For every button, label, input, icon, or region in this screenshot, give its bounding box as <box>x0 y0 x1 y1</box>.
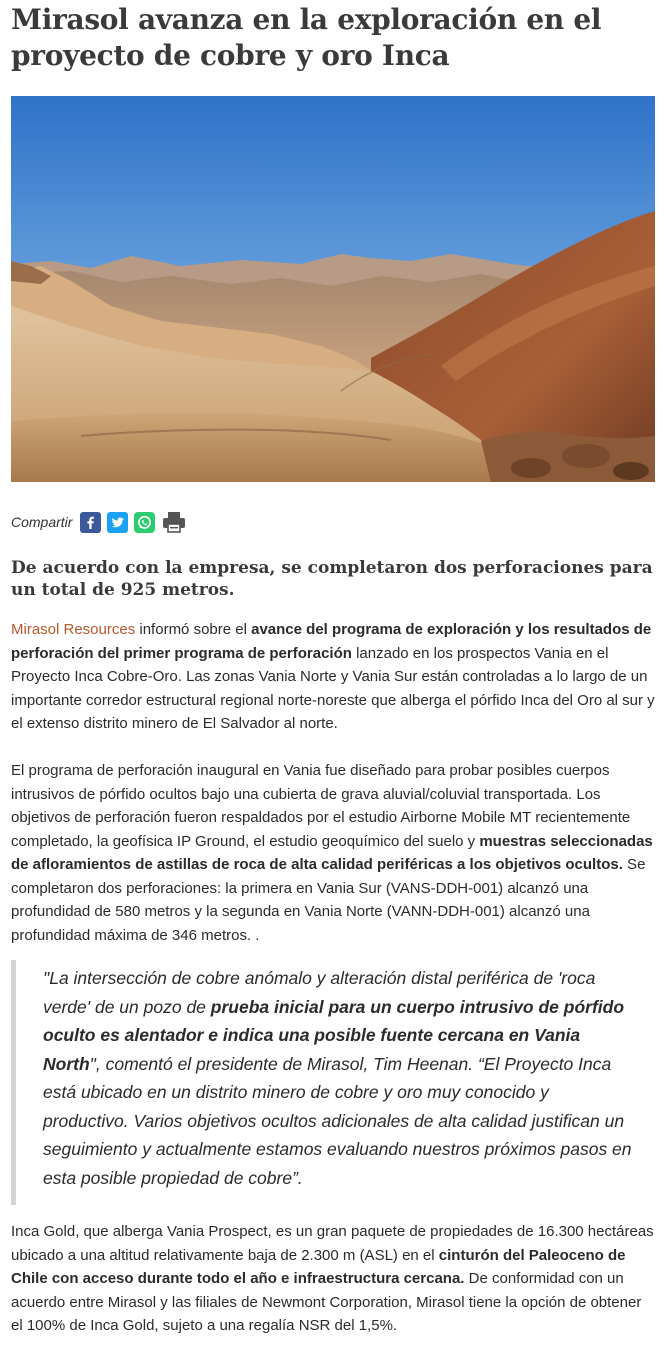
quote-text <box>43 964 633 1192</box>
landscape-illustration <box>11 96 655 482</box>
paragraph-3-text-b: De conformidad con un acuerdo entre Mirasol y las filiales de Newmont Corporation, Mirasol tiene la opción de obtener el 100% de Inca Gold, sujeto a una regalía NSR del 1,5%. <box>11 1270 642 1334</box>
paragraph-3-bold: cinturón del Paleoceno de Chile con acceso durante todo el año e infraestructura cercana. <box>11 1246 626 1287</box>
quote-bold: prueba inicial para un cuerpo intrusivo de pórfido oculto es alentador e indica una posible fuente cercana en Vania North <box>43 996 625 1074</box>
paragraph-1-text-a: informó sobre el <box>135 621 252 638</box>
quote-text-a: "La intersección de cobre anómalo y alteración distal periférica de 'roca verde' de un pozo de <box>43 968 596 1017</box>
twitter-icon[interactable] <box>107 512 128 533</box>
share-bar <box>11 508 193 536</box>
quote-text-b: ", comentó el presidente de Mirasol, Tim Heenan. “El Proyecto Inca está ubicado en un distrito minero de cobre y oro muy conocido y productivo. Varios objetivos ocultos adicionales de alta calidad justifican un seguimiento y actualmente estamos evaluando nuestros próximos pasos en esta posible propiedad de cobre”. <box>43 1053 632 1188</box>
paragraph-2-bold: muestras seleccionadas de afloramientos de astillas de roca de alta calidad periféricas a los objetivos ocultos. <box>11 832 653 873</box>
hero-image-desert-landscape <box>11 96 655 482</box>
facebook-icon[interactable] <box>80 512 101 533</box>
paragraph-2-text-b: Se completaron dos perforaciones: la primera en Vania Sur (VANS-DDH-001) alcanzó una profundidad de 580 metros y la segunda en Vania Norte (VANN-DDH-001) alcanzó una profundidad máxima de 346 metros. . <box>11 856 646 944</box>
article-title: Mirasol avanza en la exploración en el proyecto de cobre y oro Inca <box>11 3 602 72</box>
paragraph-3-text-a: Inca Gold, que alberga Vania Prospect, es un gran paquete de propiedades de 16.300 hectáreas ubicado a una altitud relativamente baja de 2.300 m (ASL) en el <box>11 1223 654 1264</box>
print-icon[interactable] <box>161 510 187 534</box>
mirasol-resources-link[interactable]: Mirasol Resources <box>11 621 136 638</box>
article-body <box>11 557 655 1334</box>
paragraph-1-text-b: lanzado en los prospectos Vania en el Proyecto Inca Cobre-Oro. Las zonas Vania Norte y Vania Sur están controladas a lo largo de un importante corredor estructural regional norte-noreste que alberga el pórfido Inca del Oro al sur y el extenso distrito minero de El Salvador al norte. <box>11 644 655 732</box>
paragraph-3 <box>11 1220 655 1338</box>
paragraph-2-text-a: El programa de perforación inaugural en Vania fue diseñado para probar posibles cuerpos intrusivos de pórfido ocultos bajo una cubierta de grava aluvial/coluvial transportada. Los objetivos de perforación fueron respaldados por el estudio Airborne Mobile MT recientemente completado, la geofísica IP Ground, el estudio geoquímico del suelo y <box>11 762 631 850</box>
paragraph-1-bold: avance del programa de exploración y los resultados de perforación del primer programa de perforación <box>11 621 652 662</box>
article-lead: De acuerdo con la empresa, se completaron dos perforaciones para un total de 925 metros. <box>11 558 653 600</box>
blockquote <box>11 960 655 1205</box>
share-label: Compartir <box>11 514 73 530</box>
paragraph-2 <box>11 759 655 947</box>
whatsapp-icon[interactable] <box>134 512 155 533</box>
paragraph-1 <box>11 618 655 736</box>
